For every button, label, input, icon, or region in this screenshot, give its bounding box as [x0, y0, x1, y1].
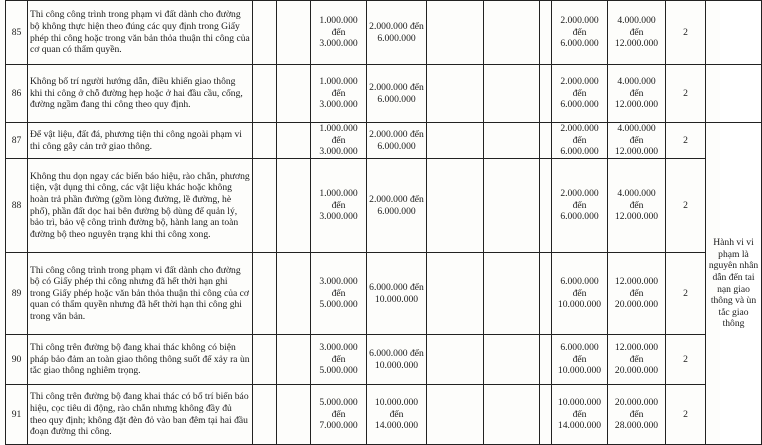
- violation-description: Thi công trên đường bộ đang khai thác không có biện pháp bảo đảm an toàn giao thông thông suốt để xảy ra ùn tắc giao thông nghiêm trọng.: [28, 335, 253, 385]
- fine-individual: 3.000.000 đến 5.000.000: [311, 253, 367, 335]
- fine-individual: 3.000.000 đến 5.000.000: [311, 335, 367, 385]
- fine-new-organization: 12.000.000 đến 20.000.000: [608, 253, 666, 335]
- row-number: 88: [6, 159, 28, 253]
- fine-new-individual: 2.000.000 đến 6.000.000: [552, 159, 608, 253]
- empty-cell: [484, 385, 540, 445]
- empty-cell: [706, 65, 762, 123]
- empty-cell: [427, 159, 484, 253]
- empty-cell: [427, 123, 484, 159]
- empty-cell: [427, 385, 484, 445]
- fines-table: [5, 0, 762, 445]
- fine-new-individual: 10.000.000 đến 14.000.000: [552, 385, 608, 445]
- empty-cell: [277, 385, 311, 445]
- empty-cell: [277, 1, 311, 65]
- empty-cell: [540, 385, 552, 445]
- table-row: [6, 159, 762, 253]
- fine-individual: 1.000.000 đến 3.000.000: [311, 159, 367, 253]
- empty-cell: [484, 1, 540, 65]
- fine-organization: 2.000.000 đến 6.000.000: [367, 1, 427, 65]
- table-row: [6, 1, 762, 65]
- fine-individual: 1.000.000 đến 3.000.000: [311, 1, 367, 65]
- fine-new-organization: 20.000.000 đến 28.000.000: [608, 385, 666, 445]
- penalty-points: 2: [666, 65, 706, 123]
- penalty-points: 2: [666, 123, 706, 159]
- fine-organization: 6.000.000 đến 10.000.000: [367, 253, 427, 335]
- row-number: 85: [6, 1, 28, 65]
- table-row: [6, 65, 762, 123]
- violation-description: Thi công trên đường bộ đang khai thác có bố trí biển báo hiệu, cọc tiêu di động, rào chắn nhưng không đầy đủ theo quy định; không đặt đèn đỏ vào ban đêm tại hai đầu đoạn đường thi công.: [28, 385, 253, 445]
- empty-cell: [484, 253, 540, 335]
- empty-cell: [277, 159, 311, 253]
- empty-cell: [253, 385, 277, 445]
- row-number: 86: [6, 65, 28, 123]
- violation-description: Không thu dọn ngay các biển báo hiệu, rào chắn, phương tiện, vật dụng thi công, các vật liệu khác hoặc không hoàn trả phần đường (gồm lòng đường, lề đường, hè phố), phần đất dọc hai bên đường bộ dùng để quản lý, bảo trì, bảo vệ công trình đường bộ, hành lang an toàn đường bộ theo nguyên trạng khi thi công xong.: [28, 159, 253, 253]
- empty-cell: [540, 335, 552, 385]
- merged-note-cell: Hành vi vi phạm là nguyên nhân dẫn đến tai nạn giao thông và ùn tắc giao thông: [706, 123, 762, 445]
- violation-description: Không bố trí người hướng dẫn, điều khiển giao thông khi thi công ở chỗ đường hẹp hoặc ở hai đầu cầu, cống, đường ngầm đang thi công theo quy định.: [28, 65, 253, 123]
- violation-description: Thi công công trình trong phạm vi đất dành cho đường bộ không thực hiện theo đúng các quy định trong Giấy phép thi công hoặc trong văn bản thỏa thuận thi công của cơ quan có thẩm quyền.: [28, 1, 253, 65]
- empty-cell: [427, 1, 484, 65]
- empty-cell: [484, 123, 540, 159]
- empty-cell: [277, 123, 311, 159]
- empty-cell: [540, 253, 552, 335]
- fine-new-individual: 6.000.000 đến 10.000.000: [552, 253, 608, 335]
- row-number: 89: [6, 253, 28, 335]
- penalty-points: 2: [666, 385, 706, 445]
- empty-cell: [540, 123, 552, 159]
- fine-new-individual: 2.000.000 đến 6.000.000: [552, 123, 608, 159]
- empty-cell: [540, 65, 552, 123]
- table-row: [6, 123, 762, 159]
- violation-description: Thi công công trình trong phạm vi đất dành cho đường bộ có Giấy phép thi công nhưng đã hết thời hạn ghi trong Giấy phép hoặc văn bản thỏa thuận thi công của cơ quan có thẩm quyền nhưng đã hết thời hạn thi công ghi trong văn bản.: [28, 253, 253, 335]
- fine-new-organization: 4.000.000 đến 12.000.000: [608, 159, 666, 253]
- table-row: [6, 385, 762, 445]
- empty-cell: [540, 1, 552, 65]
- row-number: 90: [6, 335, 28, 385]
- table-row: [6, 253, 762, 335]
- empty-cell: [277, 253, 311, 335]
- empty-cell: [484, 335, 540, 385]
- empty-cell: [253, 159, 277, 253]
- penalty-points: 2: [666, 1, 706, 65]
- empty-cell: [253, 1, 277, 65]
- fine-individual: 5.000.000 đến 7.000.000: [311, 385, 367, 445]
- fine-new-individual: 2.000.000 đến 6.000.000: [552, 1, 608, 65]
- empty-cell: [540, 159, 552, 253]
- fine-new-individual: 6.000.000 đến 10.000.000: [552, 335, 608, 385]
- empty-cell: [427, 335, 484, 385]
- penalty-points: 2: [666, 159, 706, 253]
- penalty-points: 2: [666, 335, 706, 385]
- fine-new-organization: 4.000.000 đến 12.000.000: [608, 65, 666, 123]
- empty-cell: [253, 253, 277, 335]
- fine-new-organization: 12.000.000 đến 20.000.000: [608, 335, 666, 385]
- fine-new-organization: 4.000.000 đến 12.000.000: [608, 1, 666, 65]
- empty-cell: [427, 253, 484, 335]
- empty-cell: [484, 65, 540, 123]
- fine-new-individual: 2.000.000 đến 6.000.000: [552, 65, 608, 123]
- row-number: 91: [6, 385, 28, 445]
- fine-organization: 2.000.000 đến 6.000.000: [367, 123, 427, 159]
- fine-new-organization: 4.000.000 đến 12.000.000: [608, 123, 666, 159]
- empty-cell: [253, 335, 277, 385]
- fine-organization: 10.000.000 đến 14.000.000: [367, 385, 427, 445]
- fine-individual: 1.000.000 đến 3.000.000: [311, 65, 367, 123]
- penalty-points: 2: [666, 253, 706, 335]
- fine-individual: 1.000.000 đến 3.000.000: [311, 123, 367, 159]
- empty-cell: [484, 159, 540, 253]
- empty-cell: [427, 65, 484, 123]
- row-number: 87: [6, 123, 28, 159]
- empty-cell: [277, 65, 311, 123]
- fine-organization: 2.000.000 đến 6.000.000: [367, 65, 427, 123]
- fine-organization: 2.000.000 đến 6.000.000: [367, 159, 427, 253]
- empty-cell: [253, 65, 277, 123]
- violation-description: Để vật liệu, đất đá, phương tiện thi công ngoài phạm vi thi công gây cản trở giao thông.: [28, 123, 253, 159]
- fine-organization: 6.000.000 đến 10.000.000: [367, 335, 427, 385]
- empty-cell: [277, 335, 311, 385]
- table-row: [6, 335, 762, 385]
- empty-cell: [706, 1, 762, 65]
- empty-cell: [253, 123, 277, 159]
